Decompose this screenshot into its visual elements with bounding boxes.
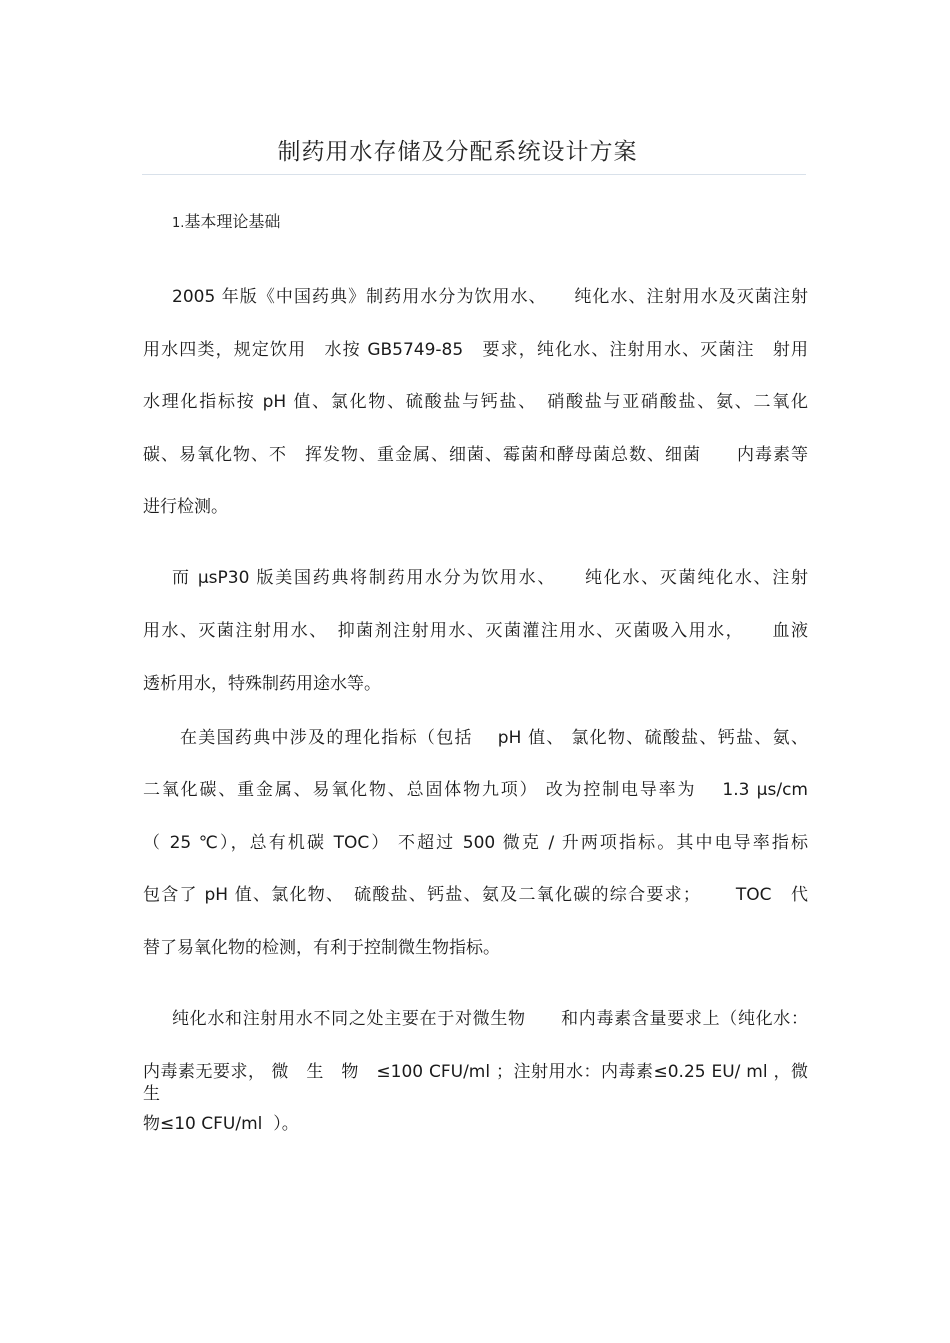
paragraph-line: 纯化水和注射用水不同之处主要在于对微生物 和内毒素含量要求上（纯化水： xyxy=(172,1009,808,1029)
paragraph-line: 用水四类，规定饮用 水按 GB5749-85 要求，纯化水、注射用水、灭菌注 射用 xyxy=(143,340,808,360)
paragraph-line: 透析用水，特殊制药用途水等。 xyxy=(143,674,381,694)
document-title: 制药用水存储及分配系统设计方案 xyxy=(277,139,638,165)
paragraph-line: 而 µsP30 版美国药典将制药用水分为饮用水、 纯化水、灭菌纯化水、注射 xyxy=(172,568,808,588)
paragraph-line: 水理化指标按 pH 值、氯化物、硫酸盐与钙盐、 硝酸盐与亚硝酸盐、氨、二氧化 xyxy=(143,392,808,412)
paragraph-line: 包含了 pH 值、氯化物、 硫酸盐、钙盐、氨及二氧化碳的综合要求； TOC 代 xyxy=(143,885,808,905)
paragraph-line: 物≤10 CFU/ml ）。 xyxy=(143,1114,299,1134)
paragraph-line: 碳、易氧化物、不 挥发物、重金属、细菌、霉菌和酵母菌总数、细菌 内毒素等 xyxy=(143,445,808,465)
paragraph-line: 内毒素无要求， 微 生 物 ≤100 CFU/ml ；注射用水：内毒素≤0.25 EU/ ml ，微生 xyxy=(143,1062,808,1104)
paragraph-line: 在美国药典中涉及的理化指标（包括 pH 值、 氯化物、硫酸盐、钙盐、氨、 xyxy=(180,728,808,748)
paragraph-line: 2005 年版《中国药典》制药用水分为饮用水、 纯化水、注射用水及灭菌注射 xyxy=(172,287,808,307)
section-heading-text: 基本理论基础 xyxy=(184,212,281,231)
title-divider xyxy=(142,174,806,175)
section-number: 1. xyxy=(172,216,185,231)
section-heading xyxy=(172,209,280,232)
paragraph-line: 进行检测。 xyxy=(143,497,228,517)
paragraph-line: （ 25 ℃），总有机碳 TOC） 不超过 500 微克 / 升两项指标。其中电导率指标 xyxy=(143,833,808,853)
paragraph-line: 二氧化碳、重金属、易氧化物、总固体物九项） 改为控制电导率为 1.3 µs/cm xyxy=(143,780,808,800)
paragraph-line: 用水、灭菌注射用水、 抑菌剂注射用水、灭菌灌注用水、灭菌吸入用水， 血液 xyxy=(143,621,808,641)
paragraph-line: 替了易氧化物的检测，有利于控制微生物指标。 xyxy=(143,938,500,958)
